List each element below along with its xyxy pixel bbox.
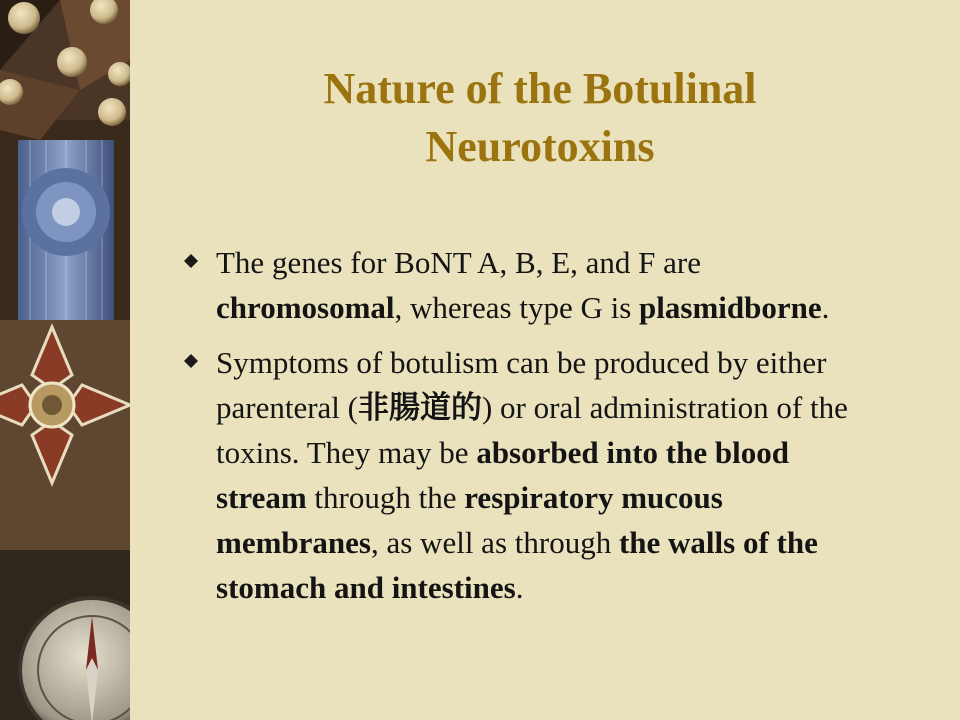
diamond-bullet-icon — [184, 354, 198, 368]
bullet-run: Symptoms of botulism can be produced by either parenteral ( — [216, 345, 827, 425]
bullet-run-bold: respiratory mucous membranes — [216, 480, 723, 560]
bullet-run: . — [821, 290, 830, 325]
bullet-run: , as well as through — [370, 525, 619, 560]
medal-and-compass-photo — [0, 0, 130, 720]
bullet-run-bold: absorbed into the blood stream — [216, 435, 789, 515]
bullet-run: The genes for BoNT A, B, E, and F are — [216, 245, 701, 280]
bullet-run: . — [515, 570, 524, 605]
bullet-run-bold: 非腸道的 — [357, 390, 482, 425]
bullet-run-bold: plasmidborne — [639, 290, 822, 325]
bullet-run: , whereas type G is — [394, 290, 640, 325]
bullet-list — [180, 240, 880, 610]
bullet-run-bold: chromosomal — [216, 290, 395, 325]
bullet-run: through the — [306, 480, 465, 515]
bullet-item — [180, 340, 880, 610]
diamond-bullet-icon — [184, 254, 198, 268]
bullet-run-bold: the walls of the stomach and intestines — [216, 525, 818, 605]
slide-title: Nature of the Botulinal Neurotoxins — [323, 64, 757, 171]
bullet-item — [180, 240, 880, 330]
bullet-run: ) or oral administration of the toxins. They may be — [216, 390, 848, 470]
